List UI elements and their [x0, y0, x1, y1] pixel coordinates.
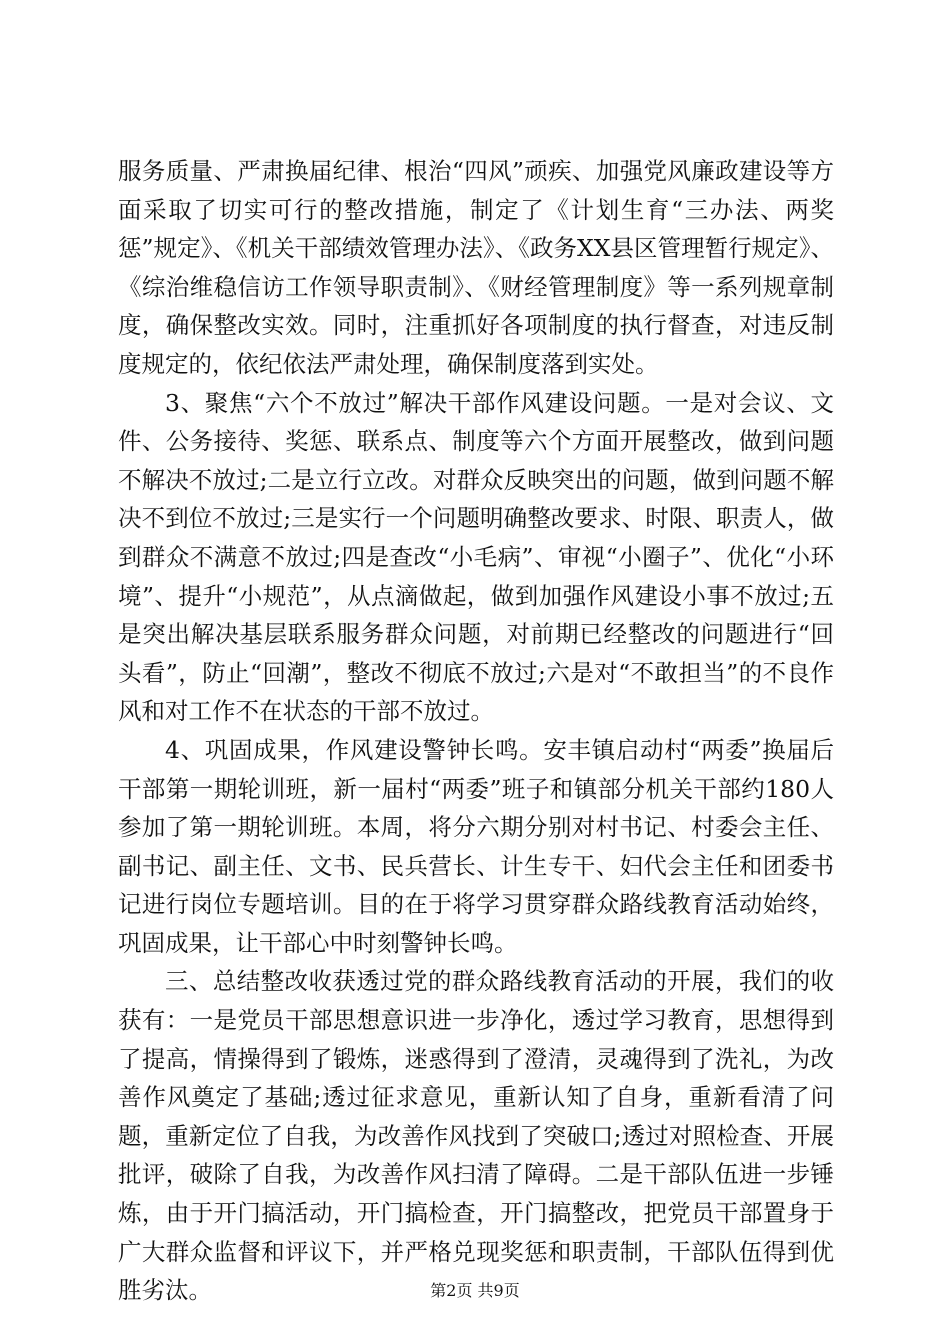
- paragraph-item-4: 4、巩固成果，作风建设警钟长鸣。安丰镇启动村“两委”换届后干部第一期轮训班，新一届村“两委”班子和镇部分机关干部约180人参加了第一期轮训班。本周，将分六期分别对村书记、村委会主任、副书记、副主任、文书、民兵营长、计生专干、妇代会主任和团委书记进行岗位专题培训。目的在于将学习贯穿群众路线教育活动始终，巩固成果，让干部心中时刻警钟长鸣。: [118, 735, 834, 957]
- paragraph-item-3: 3、聚焦“六个不放过”解决干部作风建设问题。一是对会议、文件、公务接待、奖惩、联系点、制度等六个方面开展整改，做到问题不解决不放过;二是立行立改。对群众反映突出的问题，做到问题不解决不到位不放过;三是实行一个问题明确整改要求、时限、职责人，做到群众不满意不放过;四是查改“小毛病”、审视“小圈子”、优化“小环境”、提升“小规范”，从点滴做起，做到加强作风建设小事不放过;五是突出解决基层联系服务群众问题，对前期已经整改的问题进行“回头看”，防止“回潮”，整改不彻底不放过;六是对“不敢担当”的不良作风和对工作不在状态的干部不放过。: [118, 388, 834, 726]
- paragraph-section-3: 三、总结整改收获透过党的群众路线教育活动的开展，我们的收获有：一是党员干部思想意识进一步净化，透过学习教育，思想得到了提高，情操得到了锻炼，迷惑得到了澄清，灵魂得到了洗礼，为改善作风奠定了基础;透过征求意见，重新认知了自身，重新看清了问题，重新定位了自我，为改善作风找到了突破口;透过对照检查、开展批评，破除了自我，为改善作风扫清了障碍。二是干部队伍进一步锤炼，由于开门搞活动，开门搞检查，开门搞整改，把党员干部置身于广大群众监督和评议下，并严格兑现奖惩和职责制，干部队伍得到优胜劣汰。: [118, 967, 834, 1305]
- paragraph-continuation: 服务质量、严肃换届纪律、根治“四风”顽疾、加强党风廉政建设等方面采取了切实可行的整改措施，制定了《计划生育“三办法、两奖惩”规定》、《机关干部绩效管理办法》、《政务XX县区管理暂行规定》、《综治维稳信访工作领导职责制》、《财经管理制度》等一系列规章制度，确保整改实效。同时，注重抓好各项制度的执行督查，对违反制度规定的，依纪依法严肃处理，确保制度落到实处。: [118, 157, 834, 378]
- page-number-footer: 第2页 共9页: [430, 1281, 520, 1300]
- document-body: [118, 152, 834, 1310]
